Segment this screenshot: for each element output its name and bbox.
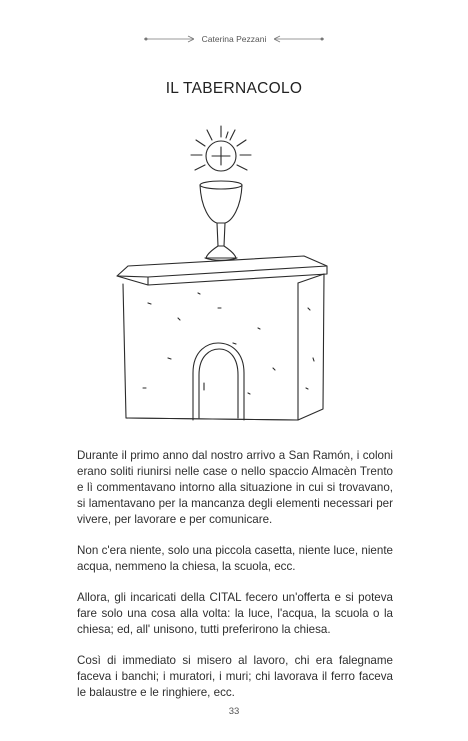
paragraph: Durante il primo anno dal nostro arrivo a San Ramón, i coloni erano soliti riunirsi nelle case o nello spaccio Almacèn Trento e lì commentavano intorno alla situazione in cui si trovavano, si lamentavano per la mancanza degli elementi necessari per vivere, per lavorare e per comunicare. <box>77 449 393 526</box>
tabernacle-illustration <box>108 118 340 430</box>
altar-top <box>117 256 327 285</box>
host-icon <box>191 126 251 171</box>
page-number: 33 <box>228 706 240 717</box>
body-text <box>77 448 393 716</box>
tabernacle-door <box>193 343 244 420</box>
running-header <box>0 34 468 44</box>
header-ornament-right <box>274 35 324 43</box>
paragraph: Così di immediato si misero al lavoro, chi era falegname faceva i banchi; i muratori, i muri; chi lavorava il ferro faceva le balaustre e le ringhiere, ecc. <box>77 654 393 699</box>
paragraph: Allora, gli incaricati della CITAL fecero un'offerta e si poteva fare solo una cosa alla volta: la luce, l'acqua, la scuola o la chiesa; ed, all' unisono, tutti preferirono la chiesa. <box>77 591 393 636</box>
header-ornament-left <box>144 35 194 43</box>
running-title: Caterina Pezzani <box>201 34 267 44</box>
chapter-title: IL TABERNACOLO <box>165 80 303 97</box>
altar-body <box>123 274 324 420</box>
chalice-icon <box>200 181 242 260</box>
paragraph: Non c'era niente, solo una piccola casetta, niente luce, niente acqua, nemmeno la chiesa, la scuola, ecc. <box>77 544 393 573</box>
